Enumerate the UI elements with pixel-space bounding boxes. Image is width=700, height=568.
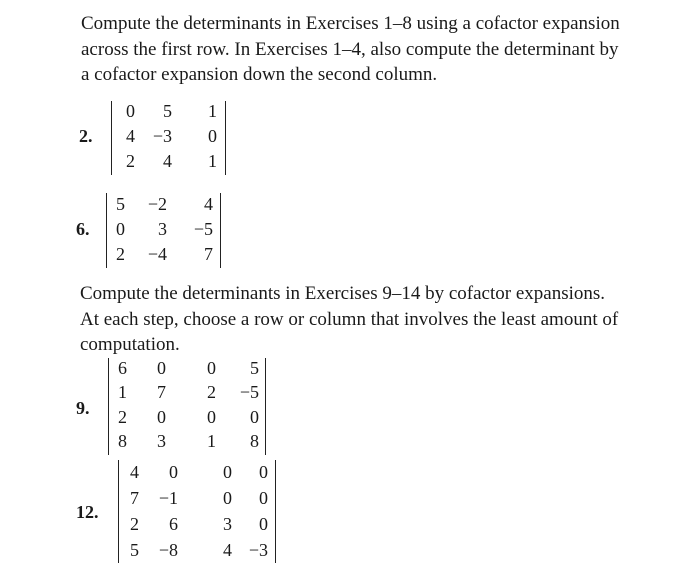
exercise-number: 2. — [79, 126, 93, 146]
matrix-cell: 7 — [130, 488, 139, 508]
matrix-cell: −5 — [193, 219, 213, 239]
matrix-cell: 3 — [158, 219, 167, 239]
matrix-cell: −8 — [158, 540, 178, 560]
matrix-cell: 7 — [157, 382, 166, 402]
matrix-cell: 2 — [118, 407, 127, 427]
matrix-cell: 4 — [130, 462, 139, 482]
matrix-cell: −4 — [147, 244, 167, 264]
matrix-cell: 4 — [126, 126, 135, 146]
matrix-cell: 1 — [207, 431, 216, 451]
matrix-cell: 0 — [207, 358, 216, 378]
matrix-cell: 0 — [259, 462, 268, 482]
determinant-matrix — [111, 101, 226, 175]
matrix-cell: 4 — [204, 194, 213, 214]
matrix-cell: 4 — [223, 540, 232, 560]
determinant-matrix — [118, 460, 276, 563]
matrix-cell: 0 — [116, 219, 125, 239]
matrix-cell: 1 — [118, 382, 127, 402]
matrix-cell: 0 — [223, 488, 232, 508]
matrix-cell: 2 — [116, 244, 125, 264]
matrix-cell: 8 — [118, 431, 127, 451]
matrix-cell: 0 — [207, 407, 216, 427]
matrix-cell: 6 — [169, 514, 178, 534]
matrix-cell: 0 — [250, 407, 259, 427]
matrix-cell: 4 — [163, 151, 172, 171]
matrix-cell: 2 — [207, 382, 216, 402]
matrix-cell: −3 — [248, 540, 268, 560]
matrix-cell: 6 — [118, 358, 127, 378]
matrix-cell: 5 — [163, 101, 172, 121]
matrix-cell: −5 — [239, 382, 259, 402]
exercise-number: 12. — [76, 502, 99, 522]
matrix-cell: 3 — [223, 514, 232, 534]
exercise-number: 6. — [76, 219, 90, 239]
matrix-cell: 0 — [157, 407, 166, 427]
matrix-cell: 1 — [208, 101, 217, 121]
matrix-cell: 0 — [126, 101, 135, 121]
matrix-cell: 0 — [157, 358, 166, 378]
matrix-cell: 7 — [204, 244, 213, 264]
determinant-matrix — [108, 358, 266, 455]
instructions-exercises-9-14: Compute the determinants in Exercises 9–14 by cofactor expansions. At each step, choose a row or column that involves the least amount of computation. — [80, 283, 619, 355]
matrix-cell: 2 — [130, 514, 139, 534]
matrix-cell: −1 — [158, 488, 178, 508]
matrix-cell: −2 — [147, 194, 167, 214]
matrix-cell: −3 — [152, 126, 172, 146]
matrix-cell: 0 — [259, 514, 268, 534]
matrix-cell: 0 — [259, 488, 268, 508]
exercise-number: 9. — [76, 398, 90, 418]
matrix-cell: 8 — [250, 431, 259, 451]
matrix-cell: 0 — [169, 462, 178, 482]
matrix-cell: 2 — [126, 151, 135, 171]
matrix-cell: 5 — [250, 358, 259, 378]
matrix-cell: 1 — [208, 151, 217, 171]
determinant-matrix — [106, 193, 221, 268]
matrix-cell: 5 — [116, 194, 125, 214]
matrix-cell: 5 — [130, 540, 139, 560]
matrix-cell: 0 — [223, 462, 232, 482]
matrix-cell: 0 — [208, 126, 217, 146]
instructions-exercises-1-8: Compute the determinants in Exercises 1–8 using a cofactor expansion across the first row. In Exercises 1–4, also compute the determinant by a cofactor expansion down the second column. — [81, 13, 620, 85]
matrix-cell: 3 — [157, 431, 166, 451]
